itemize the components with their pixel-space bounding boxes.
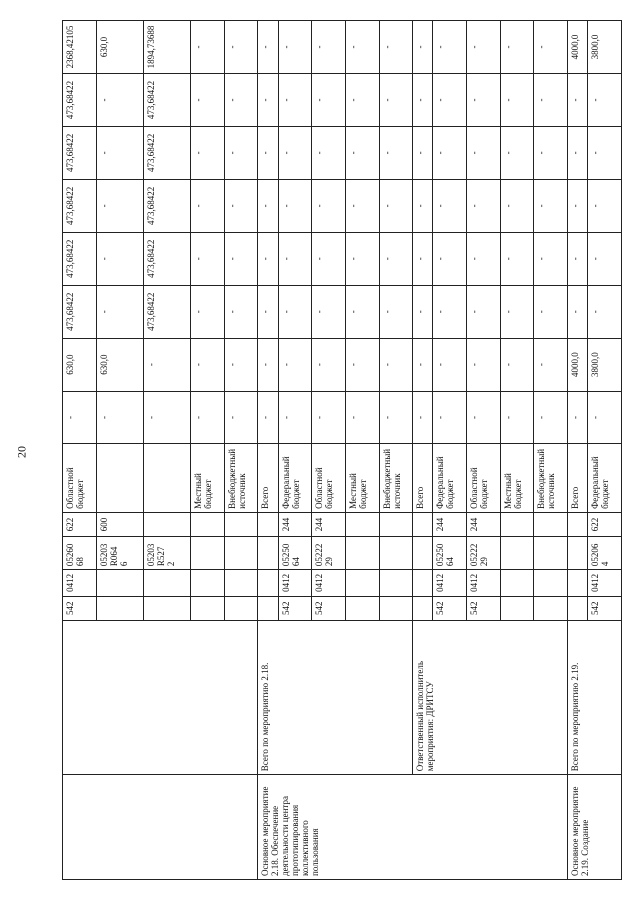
- value-cell: -: [413, 285, 433, 338]
- value-cell: -: [413, 126, 433, 179]
- vr-cell: [534, 512, 568, 536]
- value-cell: 473,68422: [143, 179, 190, 232]
- value-cell: 473,68422: [143, 285, 190, 338]
- value-cell: -: [258, 126, 278, 179]
- value-cell: -: [278, 338, 312, 391]
- value-cell: -: [534, 391, 568, 444]
- value-cell: 473,68422: [63, 126, 97, 179]
- value-cell: 2368,42105: [63, 21, 97, 74]
- grbs-cell: [258, 596, 278, 620]
- rzpr-cell: 0412: [467, 570, 501, 596]
- rzpr-cell: 0412: [278, 570, 312, 596]
- value-cell: -: [413, 391, 433, 444]
- total-label: Всего по мероприятию 2.19.: [568, 620, 622, 774]
- source-cell: Федеральный бюджет: [433, 444, 467, 512]
- rzpr-cell: 0412: [433, 570, 467, 596]
- value-cell: -: [379, 179, 413, 232]
- value-cell: -: [433, 391, 467, 444]
- value-cell: -: [190, 179, 224, 232]
- value-cell: -: [312, 338, 346, 391]
- value-cell: -: [433, 179, 467, 232]
- total-label: Всего по мероприятию 2.18.: [258, 620, 413, 774]
- value-cell: -: [278, 285, 312, 338]
- value-cell: -: [588, 74, 622, 127]
- source-cell: Всего: [258, 444, 278, 512]
- csr-cell: 05250 64: [433, 537, 467, 570]
- source-cell: Областной бюджет: [63, 444, 97, 512]
- value-cell: 4000,0: [568, 21, 588, 74]
- value-cell: -: [312, 391, 346, 444]
- value-cell: -: [433, 21, 467, 74]
- vr-cell: 600: [96, 512, 143, 536]
- rzpr-cell: [413, 570, 433, 596]
- value-cell: 473,68422: [63, 74, 97, 127]
- value-cell: -: [534, 285, 568, 338]
- value-cell: -: [345, 338, 379, 391]
- value-cell: -: [224, 285, 258, 338]
- csr-cell: 05222 29: [312, 537, 346, 570]
- value-cell: -: [278, 74, 312, 127]
- value-cell: 473,68422: [63, 285, 97, 338]
- vr-cell: [143, 512, 190, 536]
- value-cell: -: [500, 179, 534, 232]
- value-cell: -: [433, 126, 467, 179]
- vr-cell: [568, 512, 588, 536]
- source-cell: Местный бюджет: [190, 444, 224, 512]
- grbs-cell: 542: [433, 596, 467, 620]
- value-cell: -: [278, 179, 312, 232]
- csr-cell: 05250 64: [278, 537, 312, 570]
- csr-cell: 05203 R527 2: [143, 537, 190, 570]
- rzpr-cell: [379, 570, 413, 596]
- vr-cell: 622: [588, 512, 622, 536]
- value-cell: -: [500, 74, 534, 127]
- value-cell: -: [467, 285, 501, 338]
- value-cell: -: [379, 126, 413, 179]
- value-cell: -: [96, 285, 143, 338]
- value-cell: 630,0: [96, 21, 143, 74]
- value-cell: -: [258, 74, 278, 127]
- rzpr-cell: 0412: [63, 570, 97, 596]
- source-cell: [96, 444, 143, 512]
- vr-cell: [500, 512, 534, 536]
- value-cell: -: [534, 338, 568, 391]
- value-cell: -: [500, 232, 534, 285]
- value-cell: -: [568, 391, 588, 444]
- rzpr-cell: [96, 570, 143, 596]
- budget-table: [62, 20, 622, 880]
- value-cell: -: [433, 285, 467, 338]
- csr-cell: [190, 537, 224, 570]
- value-cell: -: [379, 232, 413, 285]
- vr-cell: [413, 512, 433, 536]
- value-cell: -: [258, 179, 278, 232]
- csr-cell: [568, 537, 588, 570]
- table-body: [63, 21, 622, 880]
- value-cell: -: [467, 126, 501, 179]
- csr-cell: [379, 537, 413, 570]
- grbs-cell: [345, 596, 379, 620]
- source-cell: Местный бюджет: [500, 444, 534, 512]
- value-cell: -: [345, 391, 379, 444]
- grbs-cell: [224, 596, 258, 620]
- rzpr-cell: [534, 570, 568, 596]
- value-cell: -: [379, 74, 413, 127]
- value-cell: 473,68422: [143, 74, 190, 127]
- value-cell: -: [224, 338, 258, 391]
- value-cell: -: [224, 179, 258, 232]
- source-cell: Местный бюджет: [345, 444, 379, 512]
- value-cell: -: [500, 21, 534, 74]
- rzpr-cell: 0412: [312, 570, 346, 596]
- csr-cell: 05222 29: [467, 537, 501, 570]
- csr-cell: [258, 537, 278, 570]
- value-cell: 473,68422: [143, 232, 190, 285]
- rzpr-cell: [190, 570, 224, 596]
- vr-cell: 622: [63, 512, 97, 536]
- value-cell: 3800,0: [588, 21, 622, 74]
- table-row: [413, 21, 433, 880]
- value-cell: -: [588, 391, 622, 444]
- measure-name: Основное мероприятие 2.18. Обеспечение деятельности центра прототипирования коллективного пользования: [258, 775, 568, 880]
- measure-name: Основное мероприятие 2.19. Создание: [568, 775, 622, 880]
- value-cell: -: [224, 21, 258, 74]
- value-cell: -: [96, 126, 143, 179]
- value-cell: -: [568, 74, 588, 127]
- value-cell: 473,68422: [63, 179, 97, 232]
- value-cell: -: [96, 232, 143, 285]
- source-cell: Всего: [413, 444, 433, 512]
- rzpr-cell: [143, 570, 190, 596]
- value-cell: -: [433, 74, 467, 127]
- value-cell: -: [278, 232, 312, 285]
- grbs-cell: 542: [588, 596, 622, 620]
- value-cell: -: [568, 285, 588, 338]
- value-cell: -: [190, 338, 224, 391]
- value-cell: -: [379, 285, 413, 338]
- vr-cell: 244: [433, 512, 467, 536]
- rotated-table-wrapper: [62, 20, 622, 880]
- source-cell: [143, 444, 190, 512]
- value-cell: -: [345, 232, 379, 285]
- value-cell: -: [568, 232, 588, 285]
- value-cell: -: [500, 285, 534, 338]
- rzpr-cell: [568, 570, 588, 596]
- value-cell: -: [224, 74, 258, 127]
- value-cell: -: [534, 74, 568, 127]
- table-row: [568, 21, 588, 880]
- rzpr-cell: [224, 570, 258, 596]
- value-cell: -: [224, 126, 258, 179]
- value-cell: -: [345, 285, 379, 338]
- grbs-cell: [500, 596, 534, 620]
- page-number: 20: [14, 446, 29, 458]
- vr-cell: 244: [467, 512, 501, 536]
- value-cell: -: [312, 21, 346, 74]
- value-cell: -: [413, 179, 433, 232]
- value-cell: -: [588, 126, 622, 179]
- value-cell: 630,0: [96, 338, 143, 391]
- value-cell: -: [96, 74, 143, 127]
- value-cell: -: [534, 232, 568, 285]
- value-cell: -: [190, 126, 224, 179]
- value-cell: -: [345, 74, 379, 127]
- value-cell: -: [190, 285, 224, 338]
- value-cell: -: [258, 21, 278, 74]
- name-cell: [63, 775, 258, 880]
- vr-cell: [224, 512, 258, 536]
- value-cell: 630,0: [63, 338, 97, 391]
- value-cell: -: [588, 285, 622, 338]
- value-cell: -: [413, 232, 433, 285]
- source-cell: Областной бюджет: [467, 444, 501, 512]
- value-cell: -: [278, 126, 312, 179]
- vr-cell: [379, 512, 413, 536]
- grbs-cell: 542: [312, 596, 346, 620]
- value-cell: -: [500, 126, 534, 179]
- value-cell: -: [224, 391, 258, 444]
- value-cell: -: [433, 232, 467, 285]
- source-cell: Внебюджетный источник: [379, 444, 413, 512]
- value-cell: -: [143, 391, 190, 444]
- csr-cell: 05260 68: [63, 537, 97, 570]
- value-cell: -: [312, 74, 346, 127]
- grbs-cell: [143, 596, 190, 620]
- value-cell: -: [312, 232, 346, 285]
- value-cell: -: [63, 391, 97, 444]
- value-cell: -: [379, 391, 413, 444]
- value-cell: 4000,0: [568, 338, 588, 391]
- value-cell: -: [467, 232, 501, 285]
- value-cell: -: [96, 179, 143, 232]
- value-cell: -: [224, 232, 258, 285]
- value-cell: -: [143, 338, 190, 391]
- source-cell: Федеральный бюджет: [278, 444, 312, 512]
- value-cell: -: [258, 338, 278, 391]
- grbs-cell: [534, 596, 568, 620]
- value-cell: -: [534, 126, 568, 179]
- value-cell: -: [312, 285, 346, 338]
- value-cell: -: [467, 21, 501, 74]
- value-cell: -: [278, 21, 312, 74]
- grbs-cell: [379, 596, 413, 620]
- vr-cell: [345, 512, 379, 536]
- resp-cell: [63, 620, 258, 774]
- value-cell: -: [500, 391, 534, 444]
- grbs-cell: [190, 596, 224, 620]
- value-cell: -: [312, 126, 346, 179]
- value-cell: -: [413, 338, 433, 391]
- value-cell: -: [345, 179, 379, 232]
- value-cell: 1894,73688: [143, 21, 190, 74]
- value-cell: -: [345, 126, 379, 179]
- value-cell: -: [190, 232, 224, 285]
- value-cell: -: [278, 391, 312, 444]
- grbs-cell: 542: [63, 596, 97, 620]
- value-cell: -: [190, 74, 224, 127]
- value-cell: -: [258, 285, 278, 338]
- source-cell: Всего: [568, 444, 588, 512]
- value-cell: 473,68422: [143, 126, 190, 179]
- csr-cell: 05206 4: [588, 537, 622, 570]
- rzpr-cell: [258, 570, 278, 596]
- value-cell: -: [190, 391, 224, 444]
- source-cell: Внебюджетный источник: [534, 444, 568, 512]
- value-cell: -: [588, 232, 622, 285]
- resp-label: Ответственный исполнитель мероприятия: ДРИТСУ: [413, 620, 568, 774]
- value-cell: -: [190, 21, 224, 74]
- value-cell: -: [568, 179, 588, 232]
- value-cell: -: [500, 338, 534, 391]
- value-cell: -: [345, 21, 379, 74]
- value-cell: -: [588, 179, 622, 232]
- rzpr-cell: 0412: [588, 570, 622, 596]
- value-cell: -: [433, 338, 467, 391]
- csr-cell: [534, 537, 568, 570]
- value-cell: -: [467, 74, 501, 127]
- grbs-cell: [568, 596, 588, 620]
- value-cell: -: [379, 338, 413, 391]
- value-cell: -: [413, 74, 433, 127]
- rzpr-cell: [500, 570, 534, 596]
- value-cell: -: [258, 232, 278, 285]
- value-cell: -: [534, 21, 568, 74]
- csr-cell: [500, 537, 534, 570]
- value-cell: 473,68422: [63, 232, 97, 285]
- value-cell: -: [312, 179, 346, 232]
- vr-cell: 244: [278, 512, 312, 536]
- value-cell: -: [467, 338, 501, 391]
- value-cell: -: [379, 21, 413, 74]
- source-cell: Областной бюджет: [312, 444, 346, 512]
- vr-cell: [190, 512, 224, 536]
- value-cell: -: [413, 21, 433, 74]
- source-cell: Внебюджетный источник: [224, 444, 258, 512]
- value-cell: -: [534, 179, 568, 232]
- csr-cell: [413, 537, 433, 570]
- value-cell: 3800,0: [588, 338, 622, 391]
- value-cell: -: [258, 391, 278, 444]
- grbs-cell: [413, 596, 433, 620]
- grbs-cell: [96, 596, 143, 620]
- table-row: [63, 21, 97, 880]
- table-row: [258, 21, 278, 880]
- value-cell: -: [568, 126, 588, 179]
- csr-cell: [345, 537, 379, 570]
- rzpr-cell: [345, 570, 379, 596]
- value-cell: -: [467, 391, 501, 444]
- value-cell: -: [96, 391, 143, 444]
- grbs-cell: 542: [467, 596, 501, 620]
- grbs-cell: 542: [278, 596, 312, 620]
- csr-cell: 05203 R064 6: [96, 537, 143, 570]
- csr-cell: [224, 537, 258, 570]
- source-cell: Федеральный бюджет: [588, 444, 622, 512]
- vr-cell: [258, 512, 278, 536]
- value-cell: -: [467, 179, 501, 232]
- vr-cell: 244: [312, 512, 346, 536]
